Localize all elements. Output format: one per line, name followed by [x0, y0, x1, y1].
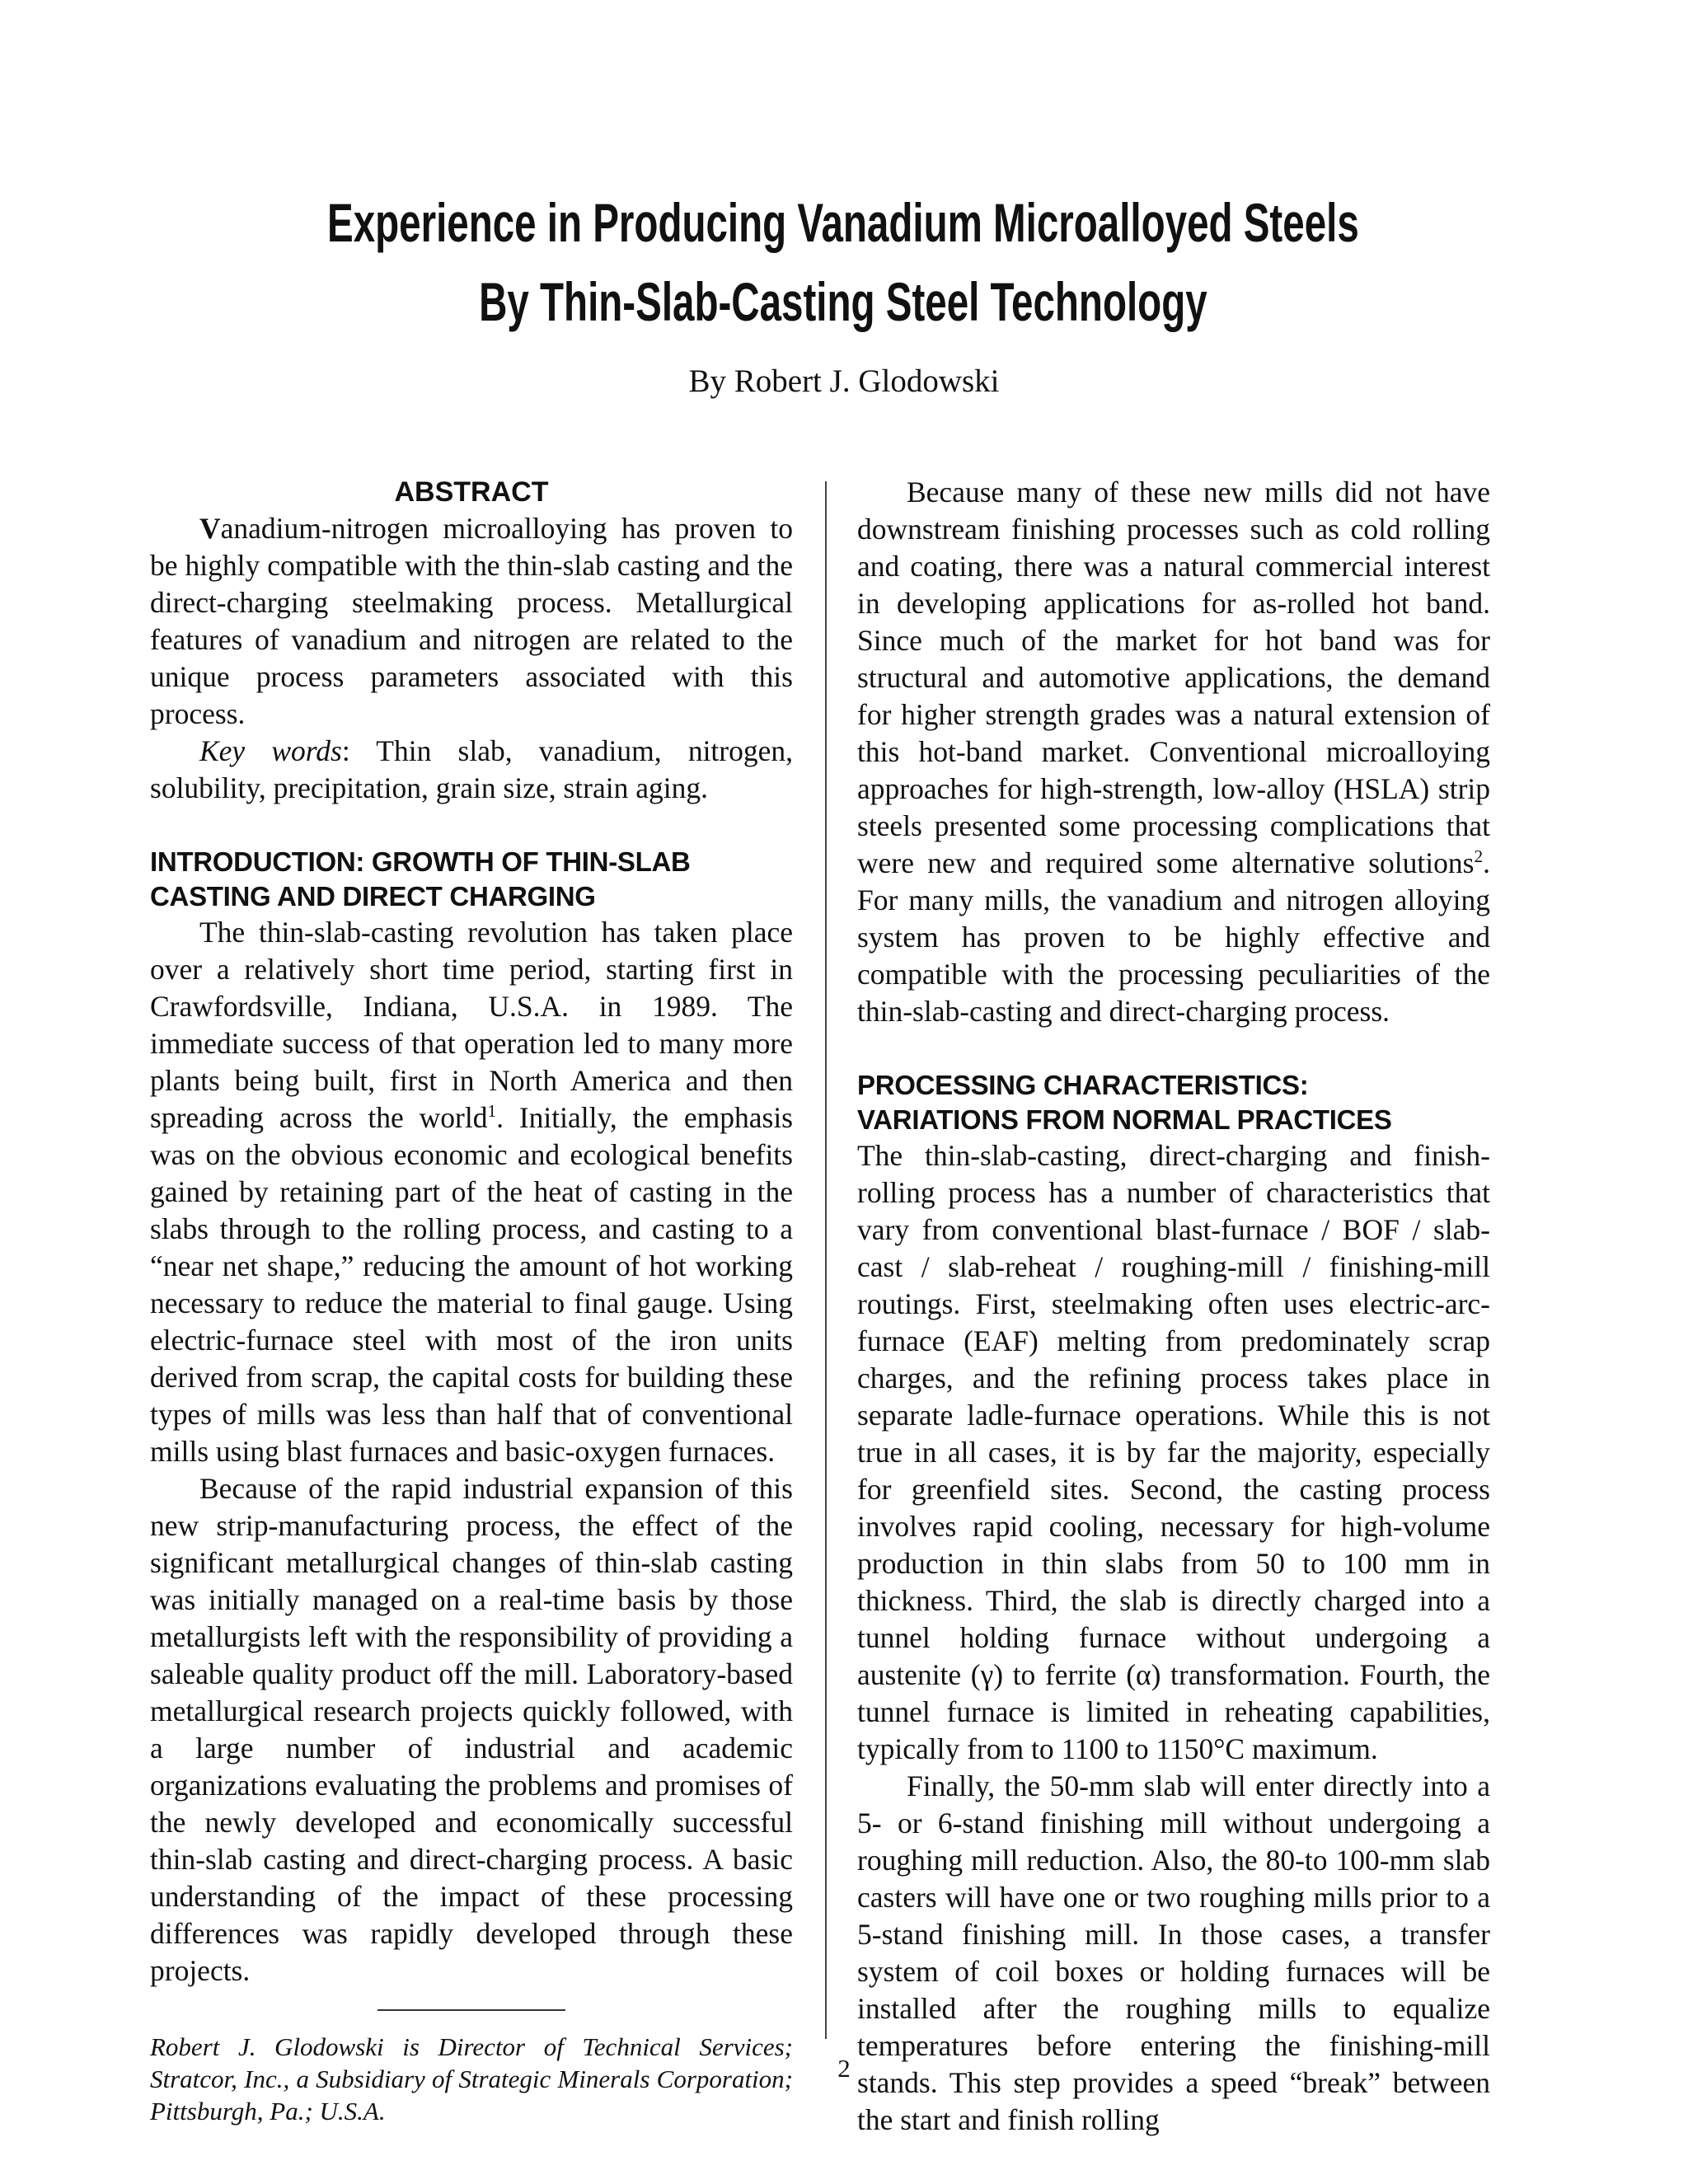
- page-number: 2: [837, 2054, 851, 2083]
- introduction-heading-line-2: CASTING AND DIRECT CHARGING: [150, 881, 596, 912]
- keywords-paragraph: [150, 733, 793, 807]
- introduction-p1-part-1: The thin-slab-casting revolution has taken place over a relatively short time period, starting first in Crawfordsville, Indiana, U.S.A. in 1989. The immediate success of that operation led to many more plants being built, first in North America and then spreading across the world: [150, 916, 793, 1134]
- spacer: [150, 807, 793, 845]
- left-column: [150, 474, 793, 2127]
- reference-2: 2: [1474, 846, 1484, 867]
- abstract-heading: ABSTRACT: [394, 476, 549, 508]
- author-byline: By Robert J. Glodowski: [688, 363, 1000, 399]
- abstract-paragraph: [150, 510, 793, 733]
- introduction-heading-line-1: INTRODUCTION: GROWTH OF THIN-SLAB: [150, 846, 691, 877]
- keywords-label: Key words: [199, 734, 342, 767]
- paper-title: [236, 183, 1451, 341]
- abstract-text: anadium-nitrogen microalloying has proven to be highly compatible with the thin-slab casting and the direct-charging steelmaking process. Metallurgical features of vanadium and nitrogen are related to the unique process parameters associated with this process.: [150, 512, 793, 730]
- processing-heading-line-1: PROCESSING CHARACTERISTICS:: [857, 1070, 1309, 1100]
- paper-title-line-2: By Thin-Slab-Casting Steel Technology: [479, 271, 1207, 332]
- processing-paragraph-1: The thin-slab-casting, direct-charging and finish-rolling process has a number of characteristics that vary from conventional blast-furnace / BOF / slab-cast / slab-reheat / roughing-mill / finishing-mill routings. First, steelmaking often uses electric-arc-furnace (EAF) melting from predominately scrap charges, and the refining process takes place in separate ladle-furnace operations. While this is not true in all cases, it is by far the majority, especially for greenfield sites. Second, the casting process involves rapid cooling, necessary for high-volume production in thin slabs from 50 to 100 mm in thickness. Third, the slab is directly charged into a tunnel holding furnace without undergoing a austenite (γ) to ferrite (α) transformation. Fourth, the tunnel furnace is limited in reheating capabilities, typically from to 1100 to 1150°C maximum.: [857, 1139, 1490, 1765]
- footnote-divider: [377, 2009, 565, 2011]
- keywords-text: : Thin slab, vanadium, nitrogen, solubility, precipitation, grain size, strain aging.: [150, 734, 793, 804]
- abstract-dropcap: V: [199, 512, 221, 545]
- author-footnote: Robert J. Glodowski is Director of Technical Services; Stratcor, Inc., a Subsidiary of Strategic Minerals Corporation; Pittsburgh, Pa.; U.S.A.: [150, 2032, 793, 2125]
- introduction-p1-part-2: . Initially, the emphasis was on the obvious economic and ecological benefits gained by retaining part of the heat of casting in the slabs through to the rolling process, and casting to a “near net shape,” reducing the amount of hot working necessary to reduce the material to final gauge. Using electric-furnace steel with most of the iron units derived from scrap, the capital costs for building these types of mills was less than half that of conventional mills using blast furnaces and basic-oxygen furnaces.: [150, 1101, 793, 1468]
- column-divider: [825, 481, 827, 2039]
- processing-heading: [857, 1068, 1490, 1137]
- introduction-p3-part-2: . For many mills, the vanadium and nitrogen alloying system has proven to be highly effective and compatible with the processing peculiarities of the thin-slab-casting and direct-charging process.: [857, 846, 1490, 1028]
- right-column: [857, 474, 1490, 2139]
- introduction-paragraph-3: [857, 474, 1490, 1030]
- spacer: [857, 1030, 1490, 1068]
- introduction-heading: [150, 845, 793, 914]
- paper-title-line-1: Experience in Producing Vanadium Microalloyed Steels: [327, 192, 1359, 253]
- processing-paragraph-2: Finally, the 50-mm slab will enter directly into a 5- or 6-stand finishing mill without undergoing a roughing mill reduction. Also, the 80-to 100-mm slab casters will have one or two roughing mills prior to a 5-stand finishing mill. In those cases, a transfer system of coil boxes or holding furnaces will be installed after the roughing mills to equalize temperatures before entering the finishing-mill stands. This step provides a speed “break” between the start and finish rolling: [857, 1769, 1490, 2136]
- processing-heading-line-2: VARIATIONS FROM NORMAL PRACTICES: [857, 1104, 1392, 1135]
- introduction-paragraph-2: Because of the rapid industrial expansion of this new strip-manufacturing process, the effect of the significant metallurgical changes of thin-slab casting was initially managed on a real-time basis by those metallurgists left with the responsibility of providing a saleable quality product off the mill. Laboratory-based metallurgical research projects quickly followed, with a large number of industrial and academic organizations evaluating the problems and promises of the newly developed and economically successful thin-slab casting and direct-charging process. A basic understanding of the impact of these processing differences was rapidly developed through these projects.: [150, 1472, 793, 1987]
- introduction-paragraph-1: [150, 914, 793, 1470]
- reference-1: 1: [487, 1101, 497, 1122]
- introduction-p3-part-1: Because many of these new mills did not have downstream finishing processes such as cold rolling and coating, there was a natural commercial interest in developing applications for as-rolled hot band. Since much of the market for hot band was for structural and automotive applications, the demand for higher strength grades was a natural extension of this hot-band market. Conventional microalloying approaches for high-strength, low-alloy (HSLA) strip steels presented some processing complications that were new and required some alternative solutions: [857, 476, 1490, 879]
